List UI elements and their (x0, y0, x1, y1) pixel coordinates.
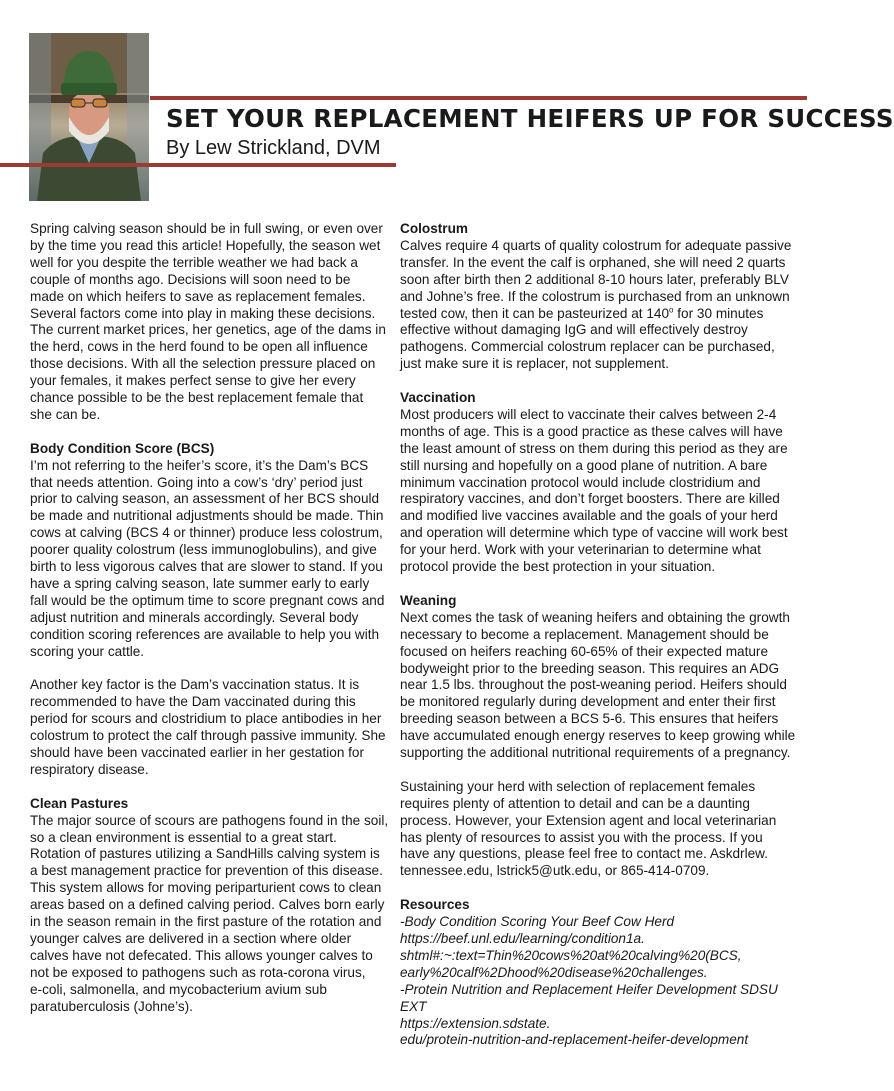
text-line: necessary to become a replacement. Management should be (400, 626, 769, 642)
accent-rule-bottom (0, 163, 396, 167)
left-column (30, 221, 390, 1016)
text-line: well for you despite the terrible weather we had back a (30, 254, 358, 270)
text-line (400, 306, 803, 323)
text-line: months of age. This is a good practice as these calves will have (400, 423, 783, 439)
text-line: transfer. In the event the calf is orphaned, she will need 2 quarts (400, 254, 786, 270)
right-column (400, 221, 803, 1049)
intro-paragraph (30, 221, 390, 424)
text-line: Spring calving season should be in full swing, or even over (30, 221, 383, 236)
text-line: Several factors come into play in making these decisions. (30, 305, 376, 321)
section-heading-clean-pastures: Clean Pastures (30, 795, 129, 811)
text-line: colostrum to protect the calf through passive immunity. She (30, 728, 386, 744)
text-line: Most producers will elect to vaccinate their calves between 2-4 (400, 406, 777, 422)
text-line: focused on heifers reaching 60-65% of their expected mature (400, 643, 769, 659)
text-line: those decisions. With all the selection pressure placed on (30, 356, 376, 372)
text-line: chance possible to be the best replacement female that (30, 390, 364, 406)
resource-title: -Body Condition Scoring Your Beef Cow Herd (400, 914, 675, 930)
text-line: near 1.5 lbs. throughout the post-weaning period. Heifers should (400, 677, 787, 693)
text-line: not be exposed to pathogens such as rota-corona virus, (30, 964, 366, 980)
text-line: prior to calving season, an assessment of her BCS should (30, 491, 380, 507)
text-line: areas based on a defined calving period. Calves born early (30, 897, 385, 913)
resource-link[interactable]: early%20calf%2Dhood%20disease%20challenges. (400, 964, 708, 980)
text-line: the herd, cows in the herd found to be open all influence (30, 339, 368, 355)
text-line: Rotation of pastures utilizing a SandHills calving system is (30, 846, 380, 862)
text-line: and modified live vaccines available and the goals of your herd (400, 508, 778, 524)
text-line: and Johne’s free. If the colostrum is purchased from an unknown (400, 288, 790, 304)
text-line: have accumulated enough energy reserves to keep growing while (400, 728, 796, 744)
text-line: minimum vaccination protocol would include clostridium and (400, 474, 761, 490)
text-line: Next comes the task of weaning heifers and obtaining the growth (400, 609, 790, 625)
degree-superscript: o (669, 305, 674, 314)
text-line: protocol provide the best protection in your situation. (400, 559, 716, 575)
section-heading-colostrum: Colostrum (400, 221, 468, 236)
article-byline: By Lew Strickland, DVM (166, 137, 381, 159)
text-line: poorer quality colostrum (less immunoglobulins), and give (30, 542, 377, 558)
bcs-paragraph (30, 458, 390, 661)
text-line: fall would be the optimum time to score pregnant cows and (30, 592, 385, 608)
text-segment: tested cow, then it can be pasteurized at 140 (400, 305, 670, 321)
text-line: by the time you read this article! Hopefully, the season wet (30, 237, 381, 253)
clean-pastures-paragraph (30, 813, 390, 1016)
text-line: just make sure it is replacer, not supplement. (400, 356, 669, 372)
text-line: Another key factor is the Dam’s vaccination status. It is (30, 677, 360, 693)
text-line: she can be. (30, 406, 101, 422)
text-line: The current market prices, her genetics, age of the dams in (30, 322, 386, 338)
section-heading-vaccination: Vaccination (400, 390, 476, 406)
resource-link[interactable]: edu/protein-nutrition-and-replacement-heifer-development (400, 1032, 749, 1048)
text-line: period for scours and clostridium to place antibodies in her (30, 711, 382, 727)
text-line: tennessee.edu, lstrick5@utk.edu, or 865-414-0709. (400, 863, 710, 879)
text-line: e-coli, salmonella, and mycobacterium avium sub (30, 981, 327, 997)
text-line: bodyweight prior to the breeding season. This requires an ADG (400, 660, 780, 676)
resource-link[interactable]: https://beef.unl.edu/learning/condition1a. (400, 931, 645, 946)
text-line: that needs attention. Going into a cow’s ‘dry’ period just (30, 474, 363, 490)
text-line: This system allows for moving periparturient cows to clean (30, 880, 382, 896)
text-line: paratuberculosis (Johne’s). (30, 998, 193, 1014)
text-line: birth to less vigorous calves that are slower to stand. If you (30, 559, 383, 575)
text-line: Calves require 4 quarts of quality colostrum for adequate passive (400, 237, 792, 253)
text-line: have a spring calving season, late summer early to early (30, 576, 370, 592)
text-line: for your herd. Work with your veterinarian to determine what (400, 542, 761, 558)
resource-title: EXT (400, 998, 427, 1014)
accent-rule-top (150, 96, 807, 100)
text-line: have any questions, please feel free to contact me. Askdrlew. (400, 846, 768, 862)
text-line: younger calves are delivered in a section where older (30, 931, 352, 947)
vaccination-status-paragraph (30, 677, 390, 778)
section-heading-resources: Resources (400, 897, 470, 913)
article-title: SET YOUR REPLACEMENT HEIFERS UP FOR SUCCESS (166, 104, 894, 133)
text-line: the least amount of stress on them during this period as they are (400, 440, 788, 456)
text-line: should have been vaccinated earlier in her gestation for (30, 745, 365, 761)
text-line: your females, it makes perfect sense to give her every (30, 373, 356, 389)
text-line: in the season remain in the first pasture of the rotation and (30, 914, 382, 930)
text-line: breeding season between a BCS 5-6. This ensures that heifers (400, 711, 779, 727)
resource-link[interactable]: shtml#:~:text=Thin%20cows%20at%20calving%20(BCS, (400, 947, 742, 963)
text-line: The major source of scours are pathogens found in the soil, (30, 812, 389, 828)
text-line: and operation will determine which type of vaccine will work best (400, 525, 788, 541)
text-line: be monitored regularly during development and enter their first (400, 694, 776, 710)
text-line: be made and nutritional adjustments should be made. Thin (30, 508, 384, 524)
closing-paragraph (400, 779, 803, 880)
text-line: made on which heifers to save as replacement females. (30, 288, 366, 304)
section-heading-bcs: Body Condition Score (BCS) (30, 440, 215, 456)
text-line: so a clean environment is essential to a great start. (30, 829, 337, 845)
text-line: adjust nutrition and minerals accordingly. Several body (30, 609, 359, 625)
text-line: couple of months ago. Decisions will soon need to be (30, 271, 351, 287)
text-line: cows at calving (BCS 4 or thinner) produce less colostrum, (30, 525, 383, 541)
text-line: has plenty of resources to assist you with the process. If you (400, 829, 763, 845)
text-line: pathogens. Commercial colostrum replacer can be purchased, (400, 339, 775, 355)
text-line: soon after birth then 2 additional 8-10 hours later, preferably BLV (400, 271, 789, 287)
text-line: a best management practice for prevention of this disease. (30, 863, 383, 879)
resources-list (400, 914, 803, 1049)
text-line: effective without damaging IgG and will effectively destroy (400, 322, 748, 338)
resource-link[interactable]: https://extension.sdstate. (400, 1015, 551, 1031)
text-segment: for 30 minutes (673, 305, 764, 321)
text-line: calves have not defecated. This allows younger calves to (30, 947, 373, 963)
author-photo (29, 33, 149, 201)
text-line: respiratory vaccines, and don’t forget boosters. There are killed (400, 491, 780, 507)
section-heading-weaning: Weaning (400, 592, 457, 608)
colostrum-paragraph (400, 238, 803, 373)
weaning-paragraph (400, 610, 803, 762)
text-line: requires plenty of attention to detail and can be a daunting (400, 795, 750, 811)
text-line: Sustaining your herd with selection of replacement females (400, 778, 756, 794)
text-line: still nursing and hopefully on a good plane of nutrition. A bare (400, 457, 768, 473)
text-line: condition scoring references are available to help you with (30, 626, 380, 642)
text-line: respiratory disease. (30, 761, 149, 777)
resource-title: -Protein Nutrition and Replacement Heifer Development SDSU (400, 981, 778, 997)
text-line: process. However, your Extension agent and local veterinarian (400, 812, 777, 828)
text-line: I’m not referring to the heifer’s score, it’s the Dam’s BCS (30, 457, 369, 473)
text-line: supporting the additional nutritional requirements of a pregnancy. (400, 745, 791, 761)
vaccination-paragraph (400, 407, 803, 576)
text-line: scoring your cattle. (30, 643, 145, 659)
text-line: recommended to have the Dam vaccinated during this (30, 694, 356, 710)
